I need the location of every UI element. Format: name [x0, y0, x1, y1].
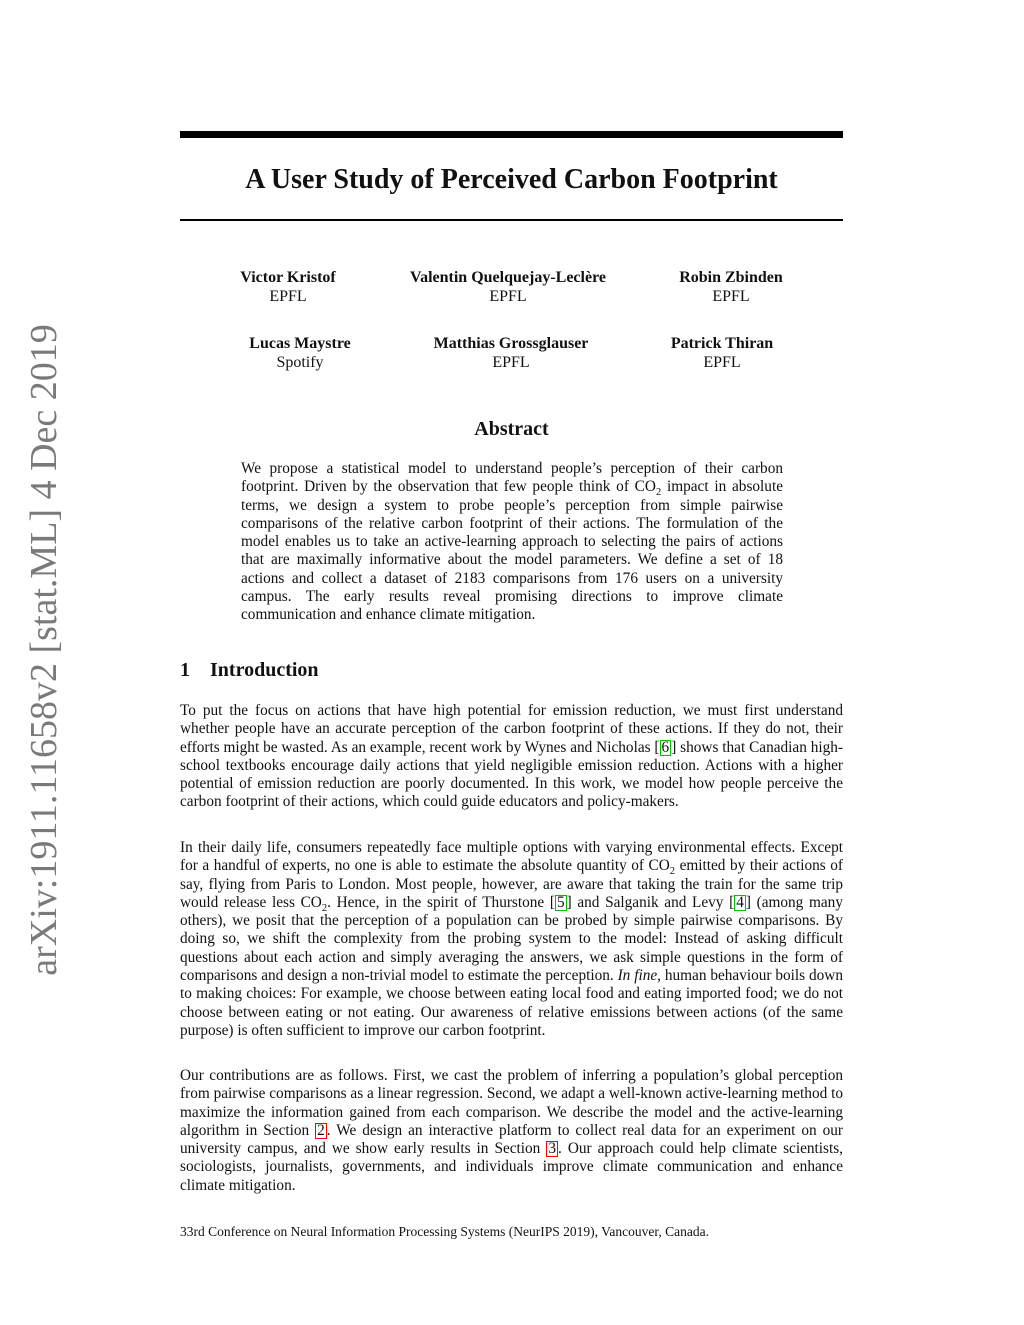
paper-title: A User Study of Perceived Carbon Footprint: [245, 164, 778, 195]
author-name: Patrick Thiran: [670, 335, 774, 352]
paragraph-2: In their daily life, consumers repeatedly face multiple options with varying environmental effects. Except for a handful of experts, no one is able to estimate the absolute quantity of $CO_2$ emitted by their actions of say, flying from Paris to London. Most people, however, are aware that taking the train for the same trip would release less $CO_2$. Hence, in the spirit of Thurstone [ 5 ] and Salganik and Levy [ 4 ] (among many others), we posit that the perception of a population can be probed by simple pairwise comparisons. By doing so, we shift the complexity from the probing system to the model: Instead of asking difficult questions about each action and simply averaging the answers, we ask simple questions in the form of comparisons and design a non-trivial model to estimate the perception. In fine, human behaviour boils down to making choices: For example, we choose between eating local food and eating imported food; we do not choose between eating or not eating. Our awareness of relative emissions between actions (of the same purpose) is often sufficient to improve our carbon footprint.: [180, 839, 843, 1039]
author-affiliation: EPFL: [489, 288, 527, 305]
author-affiliation: Spotify: [276, 354, 324, 371]
author-affiliation: EPFL: [703, 354, 741, 371]
section-title: Introduction: [210, 659, 319, 681]
citation-link[interactable]: 4: [736, 893, 744, 911]
author-affiliation: EPFL: [712, 288, 750, 305]
author-name: Victor Kristof: [240, 269, 336, 286]
abstract-text: We propose a statistical model to understand people’s perception of their carbon footprint. Driven by the observation that few people think of $CO_2$ impact in absolute terms, we design a system to probe people’s perception from simple pairwise comparisons of the relative carbon footprint of their actions. The formulation of the model enables us to take an active-learning approach to selecting the pairs of actions that are maximally informative about the model parameters. We define a set of 18 actions and collect a dataset of 2183 comparisons from 176 users on a university campus. The early results reveal promising directions to improve climate communication and enhance climate mitigation.: [241, 460, 783, 624]
author-block: [180, 334, 420, 372]
author-affiliation: EPFL: [269, 288, 307, 305]
section-link[interactable]: 2: [317, 1121, 325, 1139]
citation-link[interactable]: 5: [556, 893, 565, 911]
paragraph-1: To put the focus on actions that have high potential for emission reduction, we must first understand whether people have an accurate perception of the carbon footprint of these actions. If they do not, their efforts might be wasted. As an example, recent work by Wynes and Nicholas [ 6 ] shows that Canadian high-school textbooks encourage daily actions that yield negligible emission reduction. Actions with a higher potential of emission reduction are poorly documented. In this work, we model how people perceive the carbon footprint of their actions, which could guide educators and policy-makers.: [180, 702, 843, 811]
section-link[interactable]: 3: [548, 1140, 556, 1158]
author-block: [611, 268, 851, 306]
author-block: [602, 334, 842, 372]
author-name: Valentin Quelquejay-Leclère: [410, 269, 606, 286]
author-block: [168, 268, 408, 306]
author-block: [391, 334, 631, 372]
conference-footnote: 33rd Conference on Neural Information Processing Systems (NeurIPS 2019), Vancouver, Canada.: [180, 1224, 709, 1239]
title-rule-bottom: [180, 219, 843, 221]
author-name: Matthias Grossglauser: [433, 335, 589, 352]
author-name: Lucas Maystre: [249, 335, 351, 352]
section-number: 1: [180, 659, 190, 681]
author-name: Robin Zbinden: [679, 269, 783, 286]
arxiv-stamp: arXiv:1911.11658v2 [stat.ML] 4 Dec 2019: [23, 324, 65, 976]
citation-link[interactable]: 6: [661, 738, 670, 756]
section-heading: [180, 658, 319, 682]
paragraph-3: Our contributions are as follows. First, we cast the problem of inferring a population’s global perception from pairwise comparisons as a linear regression. Second, we adapt a well-known active-learning method to maximize the information gained from each comparison. We describe the model and the active-learning algorithm in Section 2 . We design an interactive platform to collect real data for an experiment on our university campus, and we show early results in Section 3 . Our approach could help climate scientists, sociologists, journalists, governments, and individuals improve climate communication and enhance climate mitigation.: [180, 1067, 843, 1194]
author-affiliation: EPFL: [492, 354, 530, 371]
title-rule-top: [180, 131, 843, 138]
abstract-heading: Abstract: [474, 418, 549, 440]
author-block: [388, 268, 628, 306]
